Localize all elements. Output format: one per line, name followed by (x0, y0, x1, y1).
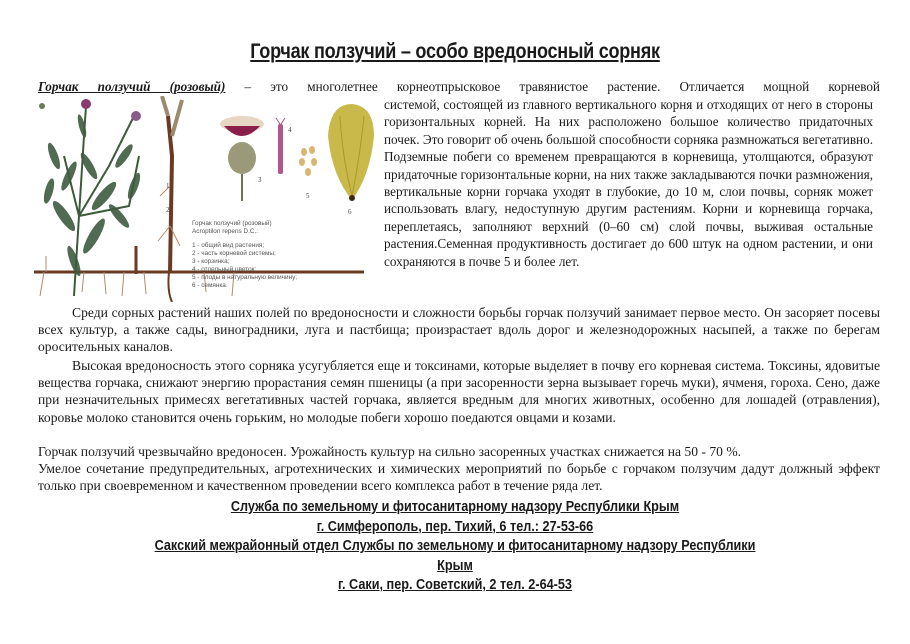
figure-caption (192, 220, 297, 290)
legend-item: 1 - общий вид растения; (192, 242, 265, 249)
paragraph-yield-loss: Горчак ползучий чрезвычайно вредоносен. Урожайность культур на сильно засоренных участках снижается на 50 - 70 %. (38, 444, 742, 459)
intro-paragraph-wrapped: системой, состоящей из главного вертикального корня и отходящих от него в стороны горизонтальных корней. На них расположено большое количество придаточных почек. Это говорит об очень большой способности сорняка размножаться вегетативно. Подземные побеги со временем превращаются в корневища, утолщаются, образуют придаточные горизонтальные корни, на них также закладываются почки размножения, вертикальные корни горчака уходят в глубокие, до 10 м, слои почвы, сорняк может использовать влагу, недоступную другим растениям. Корни и корневища горчака, переплетаясь, заполняют верхний (0–60 см) слой почвы, выживая остальные растения.Семенная продуктивность достигает до 600 штук на одном растении, и они сохраняются в почве 5 и более лет. (384, 97, 873, 269)
agency-name: Служба по земельному и фитосанитарному надзору Республики Крым (230, 499, 680, 515)
intro-first-text: – это многолетнее корнеотпрысковое травянистое растение. Отличается мощной корневой (225, 79, 880, 94)
figure-label-3: 3 (258, 176, 262, 184)
legend-item: 2 - часть корневой системы; (192, 250, 276, 257)
agency-address: г. Симферополь, пер. Тихий, 6 тел.: 27-53-66 (316, 518, 594, 535)
paragraph-toxicity: Высокая вредоносность этого сорняка усугубляется еще и токсинами, которые выделяет в почву его корневая система. Токсины, ядовитые вещества горчака, снижают энергию прорастания семян пшеницы (а при засоренности зерна вызывает горечь муки), ячменя, гороха. Сено, даже при незначительных примесях вегетативных частей горчака, является вредным для многих животных, особенно для лошадей (отравления), коровье молоко становится очень горьким, но молодые побеги хорошо поедаются овцами и козами. (38, 358, 880, 425)
caption-latin: Acroptilon repens D.C.: (192, 228, 259, 235)
paragraph-control-measures: Умелое сочетание предупредительных, агротехнических и химических мероприятий по борьбе с горчаком ползучим дадут должный эффект только при своевременном и качественном проведении всего комплекса работ в течение ряда лет. (38, 461, 880, 494)
regional-office-name: Сакский межрайонный отдел Службы по земельному и фитосанитарному надзору Республики (154, 538, 756, 554)
legend-item: 4 - отдельный цветок; (192, 266, 257, 273)
legend-item: 5 - плоды в натуральную величину; (192, 274, 298, 281)
figure-label-6: 6 (348, 208, 352, 216)
plant-name-lead: Горчак ползучий (розовый) (38, 79, 226, 94)
plant-illustration (34, 96, 376, 302)
figure-label-1: 1 (166, 182, 170, 190)
figure-label-4: 4 (288, 126, 292, 134)
caption-title: Горчак ползучий (розовый) (192, 220, 272, 227)
regional-office-name-cont: Крым (437, 557, 473, 574)
page-title: Горчак ползучий – особо вредоносный сорняк (250, 40, 660, 63)
contact-footer (60, 498, 850, 596)
legend-item: 3 - корзинка; (192, 258, 230, 265)
paragraph-distribution: Среди сорных растений наших полей по вредоносности и сложности борьбы горчак ползучий занимает первое место. Он засоряет посевы всех культур, а также сады, виноградники, луга и пастбища; произрастает вдоль дорог и железнодорожных насыпей, а также по берегам оросительных каналов. (38, 305, 880, 355)
regional-office-address: г. Саки, пер. Советский, 2 тел. 2-64-53 (338, 577, 572, 593)
figure-label-2: 2 (166, 206, 170, 214)
intro-first-line (38, 78, 880, 95)
legend-item: 6 - семянка. (192, 282, 228, 289)
figure-label-5: 5 (306, 192, 310, 200)
paragraph-yield-and-control (38, 443, 880, 495)
